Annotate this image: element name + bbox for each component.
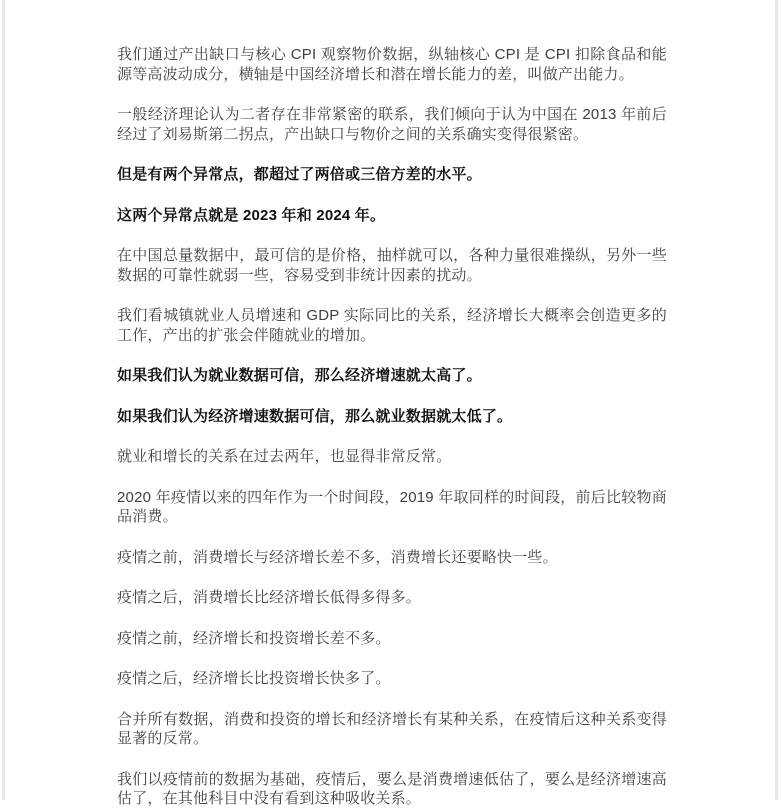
paragraph: 在中国总量数据中，最可信的是价格，抽样就可以，各种力量很难操纵，另外一些数据的可靠性就弱一些，容易受到非统计因素的扰动。 (117, 247, 667, 284)
paragraph: 2020 年疫情以来的四年作为一个时间段，2019 年取同样的时间段，前后比较物商品消费。 (117, 488, 667, 525)
paragraph: 疫情之前，经济增长和投资增长差不多。 (117, 629, 391, 647)
document-content (117, 45, 667, 809)
paragraph: 就业和增长的关系在过去两年，也显得非常反常。 (117, 448, 452, 465)
paragraph: 我们通过产出缺口与核心 CPI 观察物价数据，纵轴核心 CPI 是 CPI 扣除食品和能源等高波动成分，横轴是中国经济增长和潜在增长能力的差，叫做产出能力。 (117, 46, 667, 83)
paragraph: 疫情之后，经济增长比投资增长快多了。 (117, 670, 391, 687)
paragraph: 合并所有数据，消费和投资的增长和经济增长有某种关系，在疫情后这种关系变得显著的反常。 (117, 710, 667, 747)
page-edge-left (2, 0, 5, 800)
paragraph: 疫情之后，消费增长比经济增长低得多得多。 (117, 589, 422, 606)
paragraph-bold: 如果我们认为经济增速数据可信，那么就业数据就太低了。 (117, 407, 513, 425)
paragraph-bold: 这两个异常点就是 2023 年和 2024 年。 (117, 206, 386, 224)
paragraph: 疫情之前，消费增长与经济增长差不多，消费增长还要略快一些。 (117, 548, 558, 566)
paragraph-bold: 但是有两个异常点，都超过了两倍或三倍方差的水平。 (117, 166, 482, 183)
page-edge-right (775, 0, 778, 800)
paragraph: 我们以疫情前的数据为基础，疫情后，要么是消费增速低估了，要么是经济增速高估了，在其他科目中没有看到这种吸收关系。 (117, 770, 667, 807)
paragraph: 一般经济理论认为二者存在非常紧密的联系，我们倾向于认为中国在 2013 年前后经过了刘易斯第二拐点，产出缺口与物价之间的关系确实变得很紧密。 (117, 106, 667, 143)
paragraph: 我们看城镇就业人员增速和 GDP 实际同比的关系，经济增长大概率会创造更多的工作，产出的扩张会伴随就业的增加。 (117, 307, 667, 344)
paragraph-bold: 如果我们认为就业数据可信，那么经济增速就太高了。 (117, 367, 482, 384)
